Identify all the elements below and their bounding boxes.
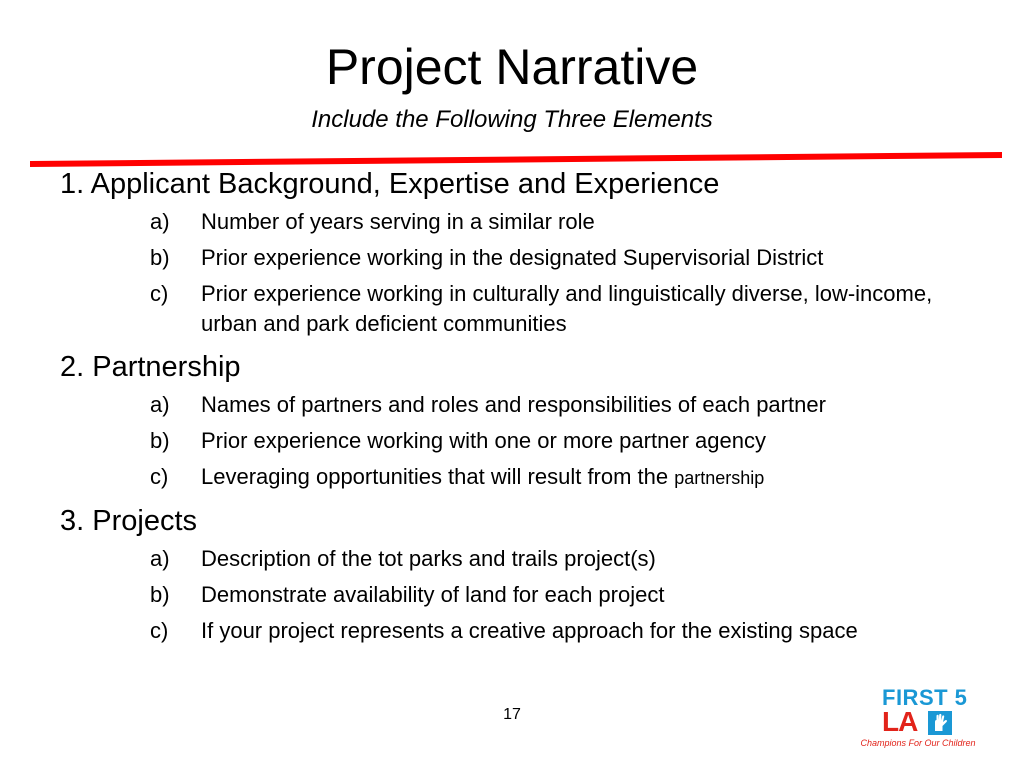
section-projects xyxy=(60,501,980,646)
first5la-logo xyxy=(860,686,976,752)
section-item-list xyxy=(60,544,980,646)
item-text: Prior experience working with one or more partner agency xyxy=(201,428,766,453)
section-item-list xyxy=(60,390,980,493)
section-heading: 3. Projects xyxy=(60,505,197,537)
item-marker: b) xyxy=(150,245,170,270)
logo-first5-text: FIRST 5 xyxy=(882,685,968,710)
list-item xyxy=(60,462,980,493)
page-number: 17 xyxy=(503,706,521,723)
item-text: Names of partners and roles and responsibilities of each partner xyxy=(201,392,826,417)
item-marker: c) xyxy=(150,618,169,643)
list-item xyxy=(60,279,980,339)
item-marker: b) xyxy=(150,428,170,453)
list-item xyxy=(60,580,980,610)
hand-icon xyxy=(928,711,952,735)
item-marker: a) xyxy=(150,209,170,234)
item-text-main: Leveraging opportunities that will result from the xyxy=(201,464,675,489)
item-marker: a) xyxy=(150,392,170,417)
logo-la-text: LA xyxy=(882,706,918,737)
slide-subtitle: Include the Following Three Elements xyxy=(311,106,713,133)
list-item xyxy=(60,426,980,456)
section-applicant-background xyxy=(60,164,980,339)
item-text: Prior experience working in culturally and linguistically diverse, low-income, urban and park deficient communities xyxy=(201,281,933,336)
item-marker: c) xyxy=(150,464,169,489)
list-item xyxy=(60,544,980,574)
section-partnership xyxy=(60,347,980,493)
section-heading: 1. Applicant Background, Expertise and Experience xyxy=(60,168,720,200)
item-marker: b) xyxy=(150,582,170,607)
section-item-list xyxy=(60,207,980,339)
item-text: Description of the tot parks and trails project(s) xyxy=(201,546,656,571)
item-marker: c) xyxy=(150,281,169,306)
item-text: If your project represents a creative approach for the existing space xyxy=(201,618,858,643)
slide-body xyxy=(60,164,980,654)
item-text-small: partnership xyxy=(674,468,765,488)
section-heading: 2. Partnership xyxy=(60,351,241,383)
logo-tagline: Champions For Our Children xyxy=(860,738,976,748)
list-item xyxy=(60,616,980,646)
list-item xyxy=(60,243,980,273)
item-marker: a) xyxy=(150,546,170,571)
item-text: Number of years serving in a similar role xyxy=(201,209,595,234)
list-item xyxy=(60,207,980,237)
item-text xyxy=(201,464,764,489)
item-text: Demonstrate availability of land for each project xyxy=(201,582,665,607)
slide-title: Project Narrative xyxy=(325,39,699,95)
item-text: Prior experience working in the designated Supervisorial District xyxy=(201,245,824,270)
list-item xyxy=(60,390,980,420)
